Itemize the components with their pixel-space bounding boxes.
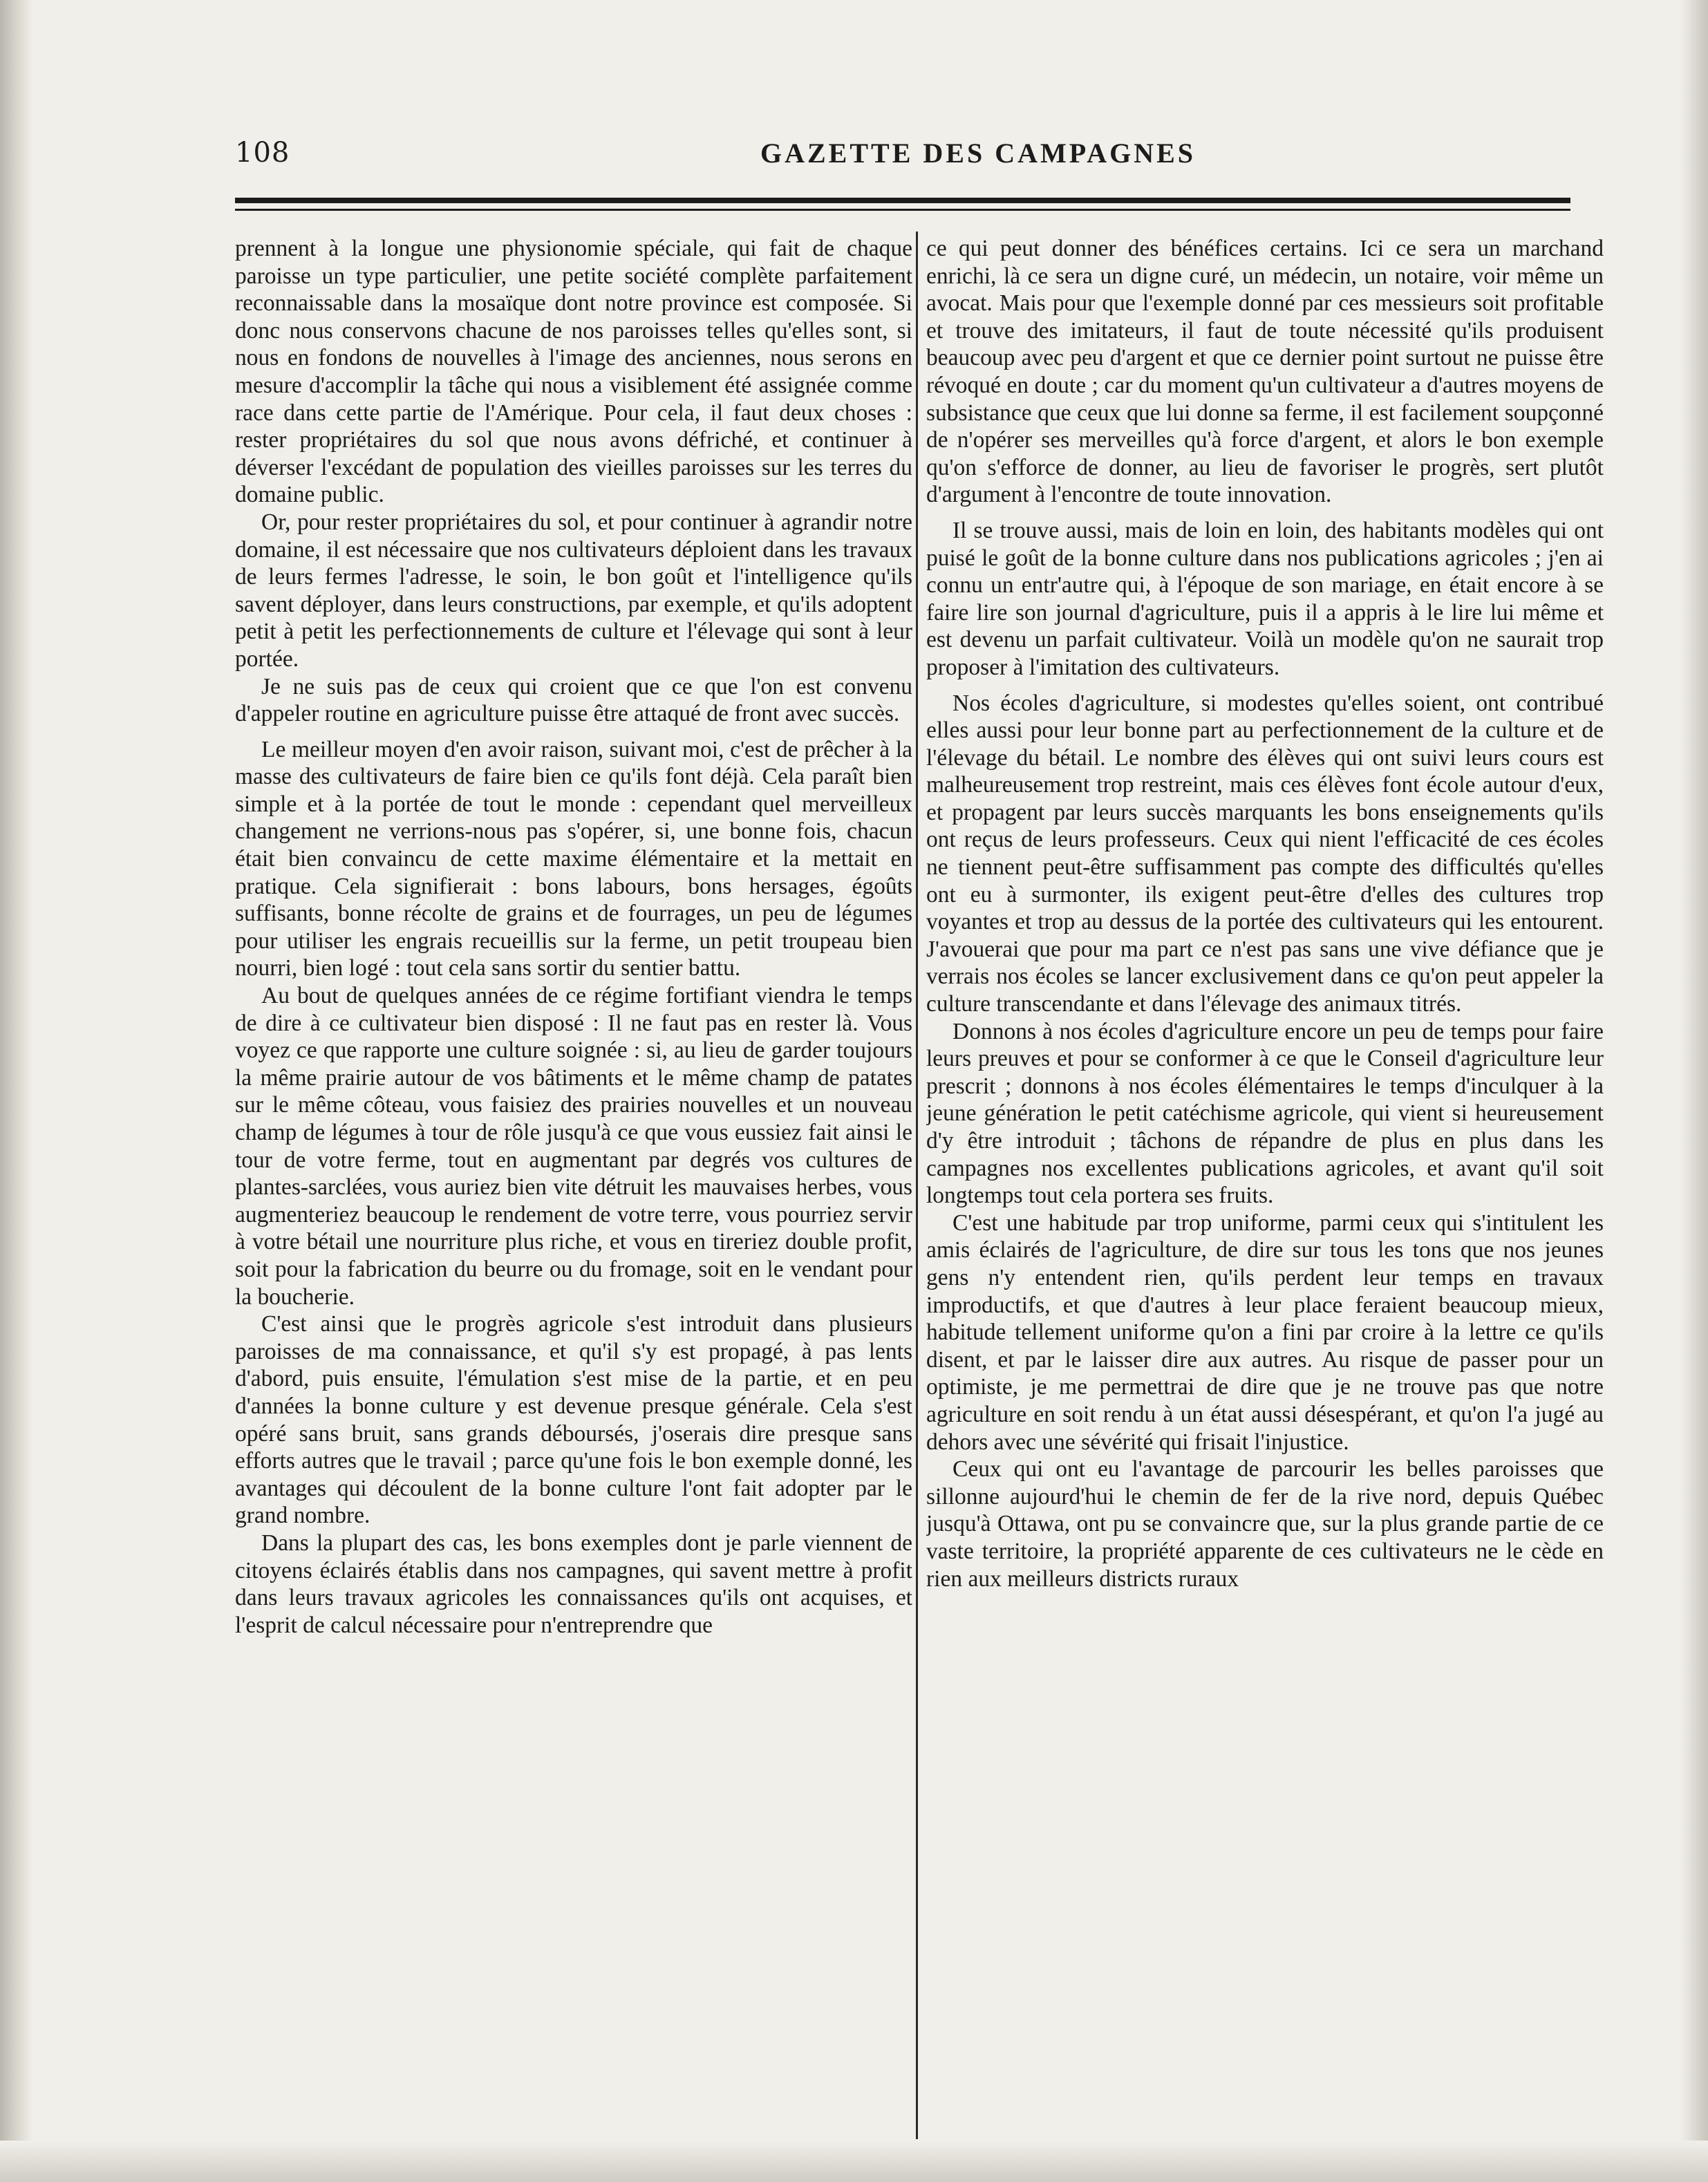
paragraph: Or, pour rester propriétaires du sol, et pour continuer à agrandir notre domaine, il est nécessaire que nos cultivateurs déploient dans les travaux de leurs fermes l'adresse, le soin, le bon goût et l'intelligence qu'ils savent déployer, dans leurs constructions, par exemple, et qu'ils adoptent petit à petit les perfectionnements de culture et l'élevage qui sont à leur portée. [235,509,912,672]
paragraph: Ceux qui ont eu l'avantage de parcourir les belles paroisses que sillonne aujourd'hui le chemin de fer de la rive nord, depuis Québec jusqu'à Ottawa, ont pu se convaincre que, sur la plus grande partie de ce vaste territoire, la propriété apparente de ces cultivateurs ne le cède en rien aux meilleurs districts ruraux [926,1456,1604,1592]
paragraph: C'est une habitude par trop uniforme, parmi ceux qui s'intitulent les amis éclairés de l'agriculture, de dire sur tous les tons que nos jeunes gens n'y entendent rien, qu'ils perdent leur temps en travaux improductifs, et que d'autres à leur place feraient beaucoup mieux, habitude tellement uniforme qu'on a fini par croire à la lettre ce qu'ils disent, et par le laisser dire aux autres. Au risque de passer pour un optimiste, je me permettrai de dire que je ne trouve pas que notre agriculture en soit rendu à un état aussi désespérant, et qu'on l'a jugé au dehors avec une sévérité qui frisait l'injustice. [926,1210,1604,1455]
paragraph: C'est ainsi que le progrès agricole s'est introduit dans plusieurs paroisses de ma connaissance, et qu'il s'y est propagé, à pas lents d'abord, puis ensuite, l'émulation s'est mise de la partie, et en peu d'années la bonne culture y est devenue presque générale. Cela s'est opéré sans bruit, sans grands déboursés, j'oserais dire presque sans efforts autres que le travail ; parce qu'une fois le bon exemple donné, les avantages qui découlent de la bonne culture l'ont fait adopter par le grand nombre. [235,1311,912,1529]
paragraph: prennent à la longue une physionomie spéciale, qui fait de chaque paroisse un type particulier, une petite société complète parfaitement reconnaissable dans la mosaïque dont notre province est composée. Si donc nous conservons chacune de nos paroisses telles qu'elles sont, si nous en fondons de nouvelles à l'image des anciennes, nous serons en mesure d'accomplir la tâche qui nous a visiblement été assignée comme race dans cette partie de l'Amérique. Pour cela, il faut deux choses : rester propriétaires du sol que nous avons défriché, et continuer à déverser l'excédant de population des vieilles paroisses sur les terres du domaine public. [235,236,912,508]
header-rule-thin [235,209,1570,211]
paragraph: Donnons à nos écoles d'agriculture encore un peu de temps pour faire leurs preuves et pour se conformer à ce que le Conseil d'agriculture leur prescrit ; donnons à nos écoles élémentaires le temps d'inculquer à la jeune génération le petit catéchisme agricole, qui vient si heureusement d'y être introduit ; tâchons de répandre de plus en plus dans les campagnes nos excellentes publications agricoles, et avant qu'il soit longtemps tout cela portera ses fruits. [926,1018,1604,1209]
page-number: 108 [235,137,290,169]
running-title: GAZETTE DES CAMPAGNES [760,138,1196,169]
page-edge-right [1680,0,1708,2182]
header-rule-thick [235,198,1570,203]
paragraph: Le meilleur moyen d'en avoir raison, suivant moi, c'est de prêcher à la masse des cultivateurs de faire bien ce qu'ils font déjà. Cela paraît bien simple et à la portée de tout le monde : cependant quel merveilleux changement ne verrions-nous pas s'opérer, si, une bonne fois, chacun était bien convaincu de cette maxime élémentaire et la mettait en pratique. Cela signifierait : bons labours, bons hersages, égoûts suffisants, bonne récolte de grains et de fourrages, un peu de légumes pour utiliser les engrais recueillis sur la ferme, un petit troupeau bien nourri, bien logé : tout cela sans sortir du sentier battu. [235,736,912,981]
paragraph: Il se trouve aussi, mais de loin en loin, des habitants modèles qui ont puisé le goût de la bonne culture dans nos publications agricoles ; j'en ai connu un entr'autre qui, à l'époque de son mariage, en était encore à se faire lire son journal d'agriculture, puis il a appris à le lire lui même et est devenu un parfait cultivateur. Voilà un modèle qu'on ne saurait trop proposer à l'imitation des cultivateurs. [926,517,1604,680]
left-column [235,235,912,2156]
paragraph: Je ne suis pas de ceux qui croient que ce que l'on est convenu d'appeler routine en agriculture puisse être attaqué de front avec succès. [235,673,912,727]
page-edge-left [0,0,33,2182]
page-header [235,137,1548,178]
paragraph: Dans la plupart des cas, les bons exemples dont je parle viennent de citoyens éclairés établis dans nos campagnes, qui savent mettre à profit dans leurs travaux agricoles les connaissances qu'ils ont acquises, et l'esprit de calcul nécessaire pour n'entreprendre que [235,1530,912,1638]
paragraph: Nos écoles d'agriculture, si modestes qu'elles soient, ont contribué elles aussi pour leur bonne part au perfectionnement de la culture et de l'élevage du bétail. Le nombre des élèves qui ont suivi leurs cours est malheureusement trop restreint, mais ces élèves font école autour d'eux, et propagent par leurs succès marquants les bons enseignements qu'ils ont reçus de leurs professeurs. Ceux qui nient l'efficacité de ces écoles ne tiennent peut-être suffisamment pas compte des difficultés qu'elles ont eu à surmonter, ils exigent peut-être d'elles des cultures trop voyantes et trop au dessus de la portée des cultivateurs qui les entourent. J'avouerai que pour ma part ce n'est pas sans une vive défiance que je verrais nos écoles se lancer exclusivement dans ce qu'on peut appeler la culture transcendante et dans l'élevage des animaux titrés. [926,690,1604,1017]
column-divider [916,232,918,2139]
paragraph: ce qui peut donner des bénéfices certains. Ici ce sera un marchand enrichi, là ce sera un digne curé, un médecin, un notaire, voir même un avocat. Mais pour que l'exemple donné par ces messieurs soit profitable et trouve des imitateurs, il faut de toute nécessité qu'ils produisent beaucoup avec peu d'argent et que ce dernier point surtout ne puisse être révoqué en doute ; car du moment qu'un cultivateur a d'autres moyens de subsistance que ceux que lui donne sa ferme, il est facilement soupçonné de n'opérer ses merveilles qu'à force d'argent, et alors le bon exemple qu'on s'efforce de donner, au lieu de favoriser le progrès, sert plutôt d'argument à l'encontre de toute innovation. [926,236,1604,508]
right-column [926,235,1604,2156]
paragraph: Au bout de quelques années de ce régime fortifiant viendra le temps de dire à ce cultivateur bien disposé : Il ne faut pas en rester là. Vous voyez ce que rapporte une culture soignée : si, au lieu de garder toujours la même prairie autour de vos bâtiments et le même champ de patates sur le même côteau, vous faisiez des prairies nouvelles et un nouveau champ de légumes à tour de rôle jusqu'à ce que vous eussiez fait ainsi le tour de votre ferme, tout en augmentant par degrés vos cultures de plantes-sarclées, vous auriez bien vite détruit les mauvaises herbes, vous augmenteriez beaucoup le rendement de votre terre, vous pourriez servir à votre bétail une nourriture plus riche, et vous en tireriez double profit, soit pour la fabrication du beurre ou du fromage, soit en le vendant pour la boucherie. [235,983,912,1310]
